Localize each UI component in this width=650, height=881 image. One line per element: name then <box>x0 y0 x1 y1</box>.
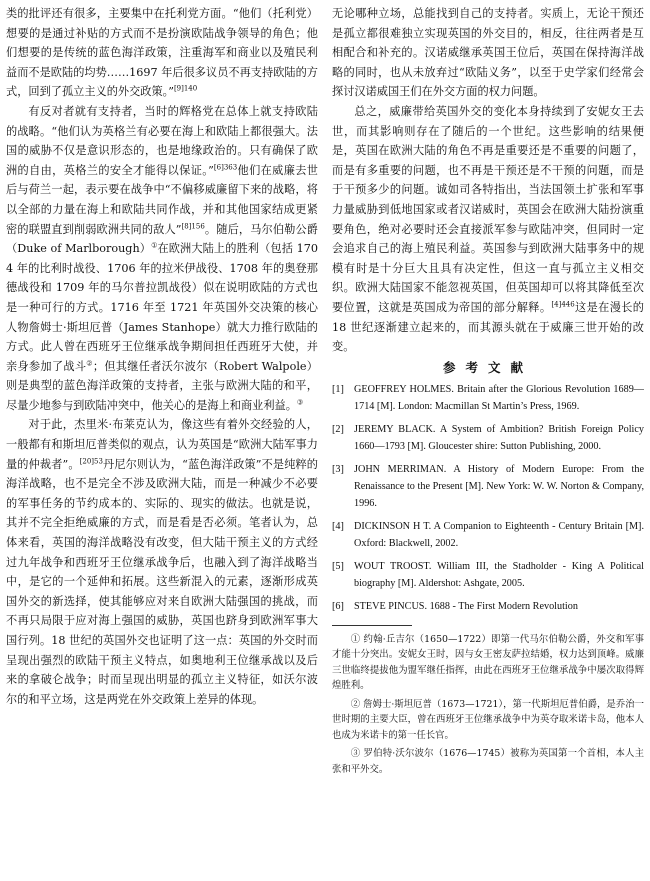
citation: [4]446 <box>551 300 575 309</box>
paragraph-black-analysis: 对于此，杰里米·布莱克认为，像这些有着外交经验的人，一般都有和斯坦厄普类似的观点，认为英国是“欧洲大陆军事力量的仲裁者”。$^{[20]53}$丹尼尔则认为，“蓝色海洋政策”不是纯粹的海洋战略，也不是完全不涉及欧洲大陆，而是一种减少不必要的军事任务的节约成本的、实际的、现实的做法。也就是说，其并不完全拒绝威廉的方式，而是看是否必须。笔者认为，总体来看，英国的海洋战略没有改变，但大陆干预主义的方式经过九年战争和西班牙王位继承战争后，也融入到了海洋战略当中，是它的一个延伸和拓展。这些新混入的元素，逐渐形成英国外交的新选择，使其能够应对来自欧洲大陆强国的挑战，而不再只局限于应对海上强国的威胁，英国也跻身到欧洲军事大国行列。18 世纪的英国外交也证明了这一点：英国的外交时而呈现出强烈的欧陆干预主义特点，如奥地利王位继承战以及后来的拿破仑战争；时而呈现出明显的孤立主义特征，如沃尔波尔的和平立场，这是两党在外交政策上差异的体现。 <box>6 418 318 706</box>
reference-number: [4] <box>332 520 344 532</box>
left-column <box>6 4 318 709</box>
footnote: ① 约翰·丘吉尔（1650—1722）即第一代马尔伯勒公爵，外交和军事才能十分突出。安妮女王时，因与女王密友萨拉结婚，权力达到顶峰。威廉三世临终提拔他为盟军继任指挥，由此在西班牙王位继承战争中屡次取得辉煌胜利。 <box>332 633 644 692</box>
reference-item <box>332 558 644 592</box>
references-heading: 参考文献 <box>442 359 533 375</box>
reference-number: [6] <box>332 600 344 612</box>
citation: [6]363 <box>213 163 238 172</box>
paragraph-conclusion: 总之，威廉带给英国外交的变化本身持续到了安妮女王去世，而其影响则存在了随后的一个世纪。这些影响的结果便是，英国在欧洲大陆的角色不再是重要还是不重要的问题了，而是有多重要的问题，也不再是干预还是不干预的问题，而是于干预多少的问题。诚如司各特指出，当法国领土扩张和军事力量威胁到低地国家或者汉诺威时，英国会在欧洲大陆扮演重要角色，绝对必要时还会直接派军参与欧陆冲突，但同时一定会追求自己的海上殖民利益。英国参与到欧洲大陆事务中的规模有时是十分巨大且具有决定性，但这一直与孤立主义相交织。欧洲大陆国家不能忽视英国，但英国却可以将其降低至次要位置，这就是英国成为帝国的部分解释。$^{[4]446}$这是在漫长的 18 世纪逐渐建立起来的，而其源头就在于威廉三世开始的改变。 <box>332 104 644 354</box>
citation: [20]53 <box>79 456 103 465</box>
reference-number: [1] <box>332 383 344 395</box>
footnote: ② 詹姆士·斯坦厄普（1673—1721），第一代斯坦厄普伯爵，是乔治一世时期的主要大臣，曾在西班牙王位继承战争中为英夺取米诺卡岛，他本人也成为米诺卡的第一任长官。 <box>332 698 644 741</box>
reference-text: GEOFFREY HOLMES. Britain after the Glorious Revolution 1689—1714 [M]. London: Macmillan St Martin’s Press, 1969. <box>354 383 644 412</box>
paragraph-tory-criticism: 类的批评还有很多，主要集中在托利党方面。“他们（托利党）想要的是通过补贴的方式而不是扮演欧陆战争领导的角色；他们想要的是传统的蓝色海洋政策，注重海军和商业以及殖民利益而不是欧陆的均势……1697 年后很多议员不再支持欧陆的方式，回到了孤立主义的外交政策。”$^{[9]140}$ <box>6 7 318 99</box>
reference-item <box>332 518 644 552</box>
footnote-divider <box>332 625 412 626</box>
footnote: ③ 罗伯特·沃尔波尔（1676—1745）被称为英国第一个首相，本人主张和平外交。 <box>332 748 644 775</box>
citation: [9]140 <box>173 84 198 93</box>
footnote-marker[interactable]: ② <box>86 358 93 367</box>
reference-list <box>332 381 644 615</box>
reference-text: WOUT TROOST. William III, the Stadholder - King A Political biography [M]. Aldershot: Ashgate, 2005. <box>354 560 644 589</box>
reference-text: JOHN MERRIMAN. A History of Modern Europe: From the Renaissance to the Present [M]. New York: W. W. Norton & Company, 1996. <box>354 463 644 509</box>
reference-number: [2] <box>332 423 344 435</box>
reference-text: JEREMY BLACK. A System of Ambition? British Foreign Policy 1660—1793 [M]. Gloucester shire: Sutton Publishing, 2000. <box>354 423 644 452</box>
reference-text: DICKINSON H T. A Companion to Eighteenth - Century Britain [M]. Oxford: Blackwell, 2002. <box>354 520 644 549</box>
reference-text: STEVE PINCUS. 1688 - The First Modern Revolution <box>354 600 578 612</box>
reference-item <box>332 598 644 615</box>
reference-item <box>332 461 644 512</box>
paragraph-position-continuation: 无论哪种立场，总能找到自己的支持者。实质上，无论干预还是孤立都很难独立实现英国的外交目的，相反，往往两者是互相配合和补充的。汉诺威继承英国王位后，英国在保持海洋战略的同时，也从未放弃过“欧陆义务”，以至于史学家们经常会探讨汉诺威国王们在外交方面的权力问题。 <box>332 7 644 99</box>
reference-item <box>332 381 644 415</box>
reference-number: [5] <box>332 560 344 572</box>
footnote-marker[interactable]: ① <box>151 241 158 250</box>
paragraph-whig-support: 有反对者就有支持者，当时的辉格党在总体上就支持欧陆的战略。“他们认为英格兰有必要在海上和欧陆上都很强大。法国的威胁不仅是意识形态的，也是地缘政治的。只有确保了欧洲的自由，英格兰的安全才能得以保证。”$^{[6]363}$他们在威廉去世后与荷兰一起，表示要在战争中“不偏移威廉留下来的战略，将以全部的力量在海上和欧陆共同作战，并和其他国家结成更紧密的联盟直到削弱欧洲共同的敌人”$^{[8]156}$。随后，马尔伯勒公爵（Duke of Marlborough）①在欧洲大陆上的胜利（包括 1704 年的比利时战役、1706 年的拉米伊战役、1708 年的奥登那德战役和 1709 年的马尔普拉凯战役）似在说明欧陆的方式也是一种可行的方式。1716 年至 1721 年英国外交决策的核心人物詹姆士·斯坦厄普（James Stanhope）就大力推行欧陆的方式。此人曾在西班牙王位继承战争期间担任西班牙大使，并亲身参加了战斗②；但其继任者沃尔波尔（Robert Walpole）则是典型的蓝色海洋政策的支持者，主张与欧洲大陆的和平，尽量少地参与到欧陆冲突中，他关心的是海上和商业利益。③ <box>6 104 318 412</box>
reference-item <box>332 421 644 455</box>
citation: [8]156 <box>181 221 205 230</box>
right-column <box>332 4 644 780</box>
reference-number: [3] <box>332 463 344 475</box>
footnote-marker[interactable]: ③ <box>296 398 304 407</box>
